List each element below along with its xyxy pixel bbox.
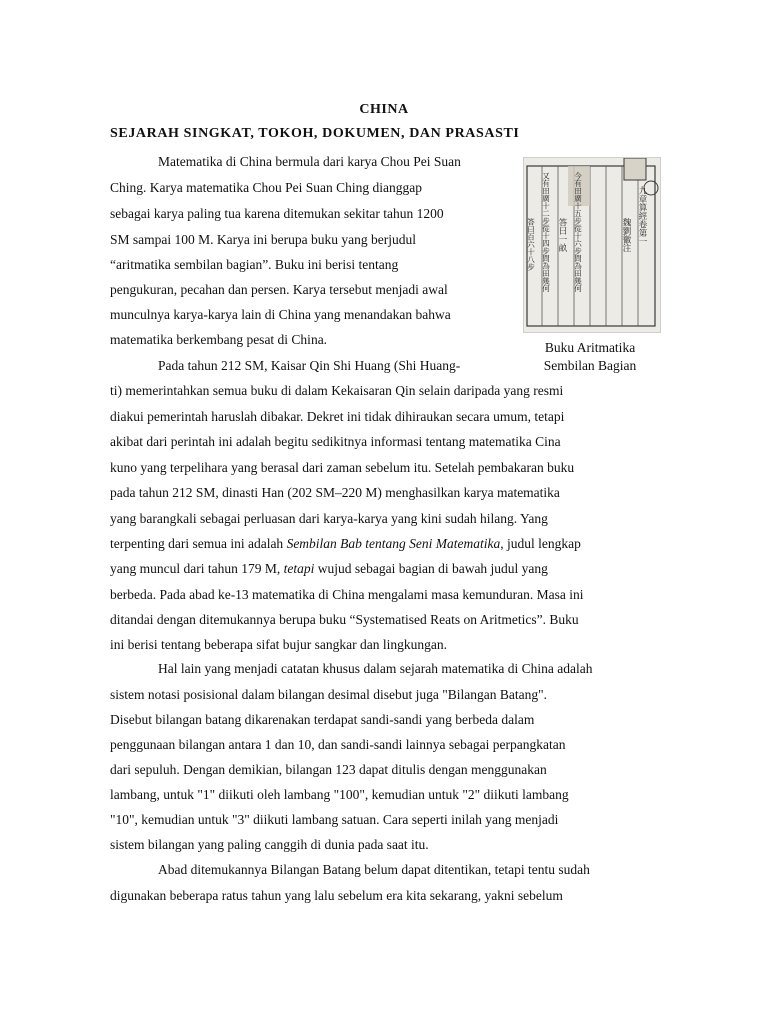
column-text: 九章算經卷第一 <box>637 186 647 246</box>
p1-line: Ching. Karya matematika Chou Pei Suan Ching dianggap <box>110 180 422 195</box>
p4-line: Abad ditemukannya Bilangan Batang belum dapat ditentikan, tetapi tentu sudah <box>158 862 590 877</box>
page-subtitle: SEJARAH SINGKAT, TOKOH, DOKUMEN, DAN PRASASTI <box>110 126 520 141</box>
p2-line: akibat dari perintah ini adalah begitu sedikitnya informasi tentang matematika Cina <box>110 434 561 449</box>
p3-line: dari sepuluh. Dengan demikian, bilangan 123 dapat ditulis dengan menggunakan <box>110 762 547 777</box>
p1-line: matematika berkembang pesat di China. <box>110 332 328 347</box>
figure-caption: Sembilan Bagian <box>543 358 637 373</box>
p2-line: terpenting dari semua ini adalah Sembilan Bab tentang Seni Matematika, judul lengkap <box>110 536 581 551</box>
p3-line: lambang, untuk "1" diikuti oleh lambang "100", kemudian untuk "2" diikuti lambang <box>110 787 569 802</box>
column-text: 今有田廣十五步從十六步問為田幾何 <box>573 172 583 292</box>
p2-line: yang muncul dari tahun 179 M, tetapi wujud sebagai bagian di bawah judul yang <box>110 561 548 576</box>
p4-line: digunakan beberapa ratus tahun yang lalu sebelum era kita sekarang, yakni sebelum <box>110 888 563 903</box>
book-title-italic: Sembilan Bab tentang Seni Matematika <box>286 536 501 551</box>
column-text: 答曰百六十八步 <box>526 218 536 271</box>
p3-line: sistem notasi posisional dalam bilangan desimal disebut juga "Bilangan Batang". <box>110 687 547 702</box>
column-text: 答曰一畝 <box>557 218 567 252</box>
p2-line: diakui pemerintah haruslah dibakar. Dekret ini tidak dihiraukan secara umum, tetapi <box>110 409 565 424</box>
figure-caption: Buku Aritmatika <box>544 340 636 355</box>
p3-line: Hal lain yang menjadi catatan khusus dalam sejarah matematika di China adalah <box>158 661 593 676</box>
page-title: CHINA <box>359 102 409 117</box>
column-text: 又有田廣十二步從十四步問為田幾何 <box>541 172 551 292</box>
p2-line: yang barangkali sebagai perluasan dari karya-karya yang kini sudah hilang. Yang <box>110 511 548 526</box>
p1-line: sebagai karya paling tua karena ditemukan sekitar tahun 1200 <box>110 206 444 221</box>
p2-line: berbeda. Pada abad ke-13 matematika di China mengalami masa kemunduran. Masa ini <box>110 587 584 602</box>
book-figure-image <box>523 157 661 333</box>
p2-line: pada tahun 212 SM, dinasti Han (202 SM–220 M) menghasilkan karya matematika <box>110 485 560 500</box>
p2-line: Pada tahun 212 SM, Kaisar Qin Shi Huang (Shi Huang- <box>158 358 461 373</box>
p2-line: ini berisi tentang beberapa sifat bujur sangkar dan lingkungan. <box>110 637 448 652</box>
p3-line: penggunaan bilangan antara 1 dan 10, dan sandi-sandi lainnya sebagai perpangkatan <box>110 737 566 752</box>
column-text: 魏劉徽注 <box>621 218 631 252</box>
p2-line: kuno yang terpelihara yang berasal dari zaman sebelum itu. Setelah pembakaran buku <box>110 460 575 475</box>
p3-line: "10", kemudian untuk "3" diikuti lambang satuan. Cara seperti inilah yang menjadi <box>110 812 559 827</box>
p1-line: SM sampai 100 M. Karya ini berupa buku yang berjudul <box>110 232 416 247</box>
p2-line: ditandai dengan ditemukannya berupa buku “Systematised Reats on Aritmetics”. Buku <box>110 612 579 627</box>
p2-line: ti) memerintahkan semua buku di dalam Kekaisaran Qin selain daripada yang resmi <box>110 383 564 398</box>
p1-line: Matematika di China bermula dari karya Chou Pei Suan <box>158 154 461 169</box>
book-page-illustration <box>524 158 660 332</box>
p3-line: Disebut bilangan batang dikarenakan terdapat sandi-sandi yang berbeda dalam <box>110 712 535 727</box>
p1-line: pengukuran, pecahan dan persen. Karya tersebut menjadi awal <box>110 282 448 297</box>
p1-line: “aritmatika sembilan bagian”. Buku ini berisi tentang <box>110 257 399 272</box>
p3-line: sistem bilangan yang paling canggih di dunia pada saat itu. <box>110 837 429 852</box>
seal-stamp <box>624 158 646 180</box>
p1-line: munculnya karya-karya lain di China yang menandakan bahwa <box>110 307 451 322</box>
